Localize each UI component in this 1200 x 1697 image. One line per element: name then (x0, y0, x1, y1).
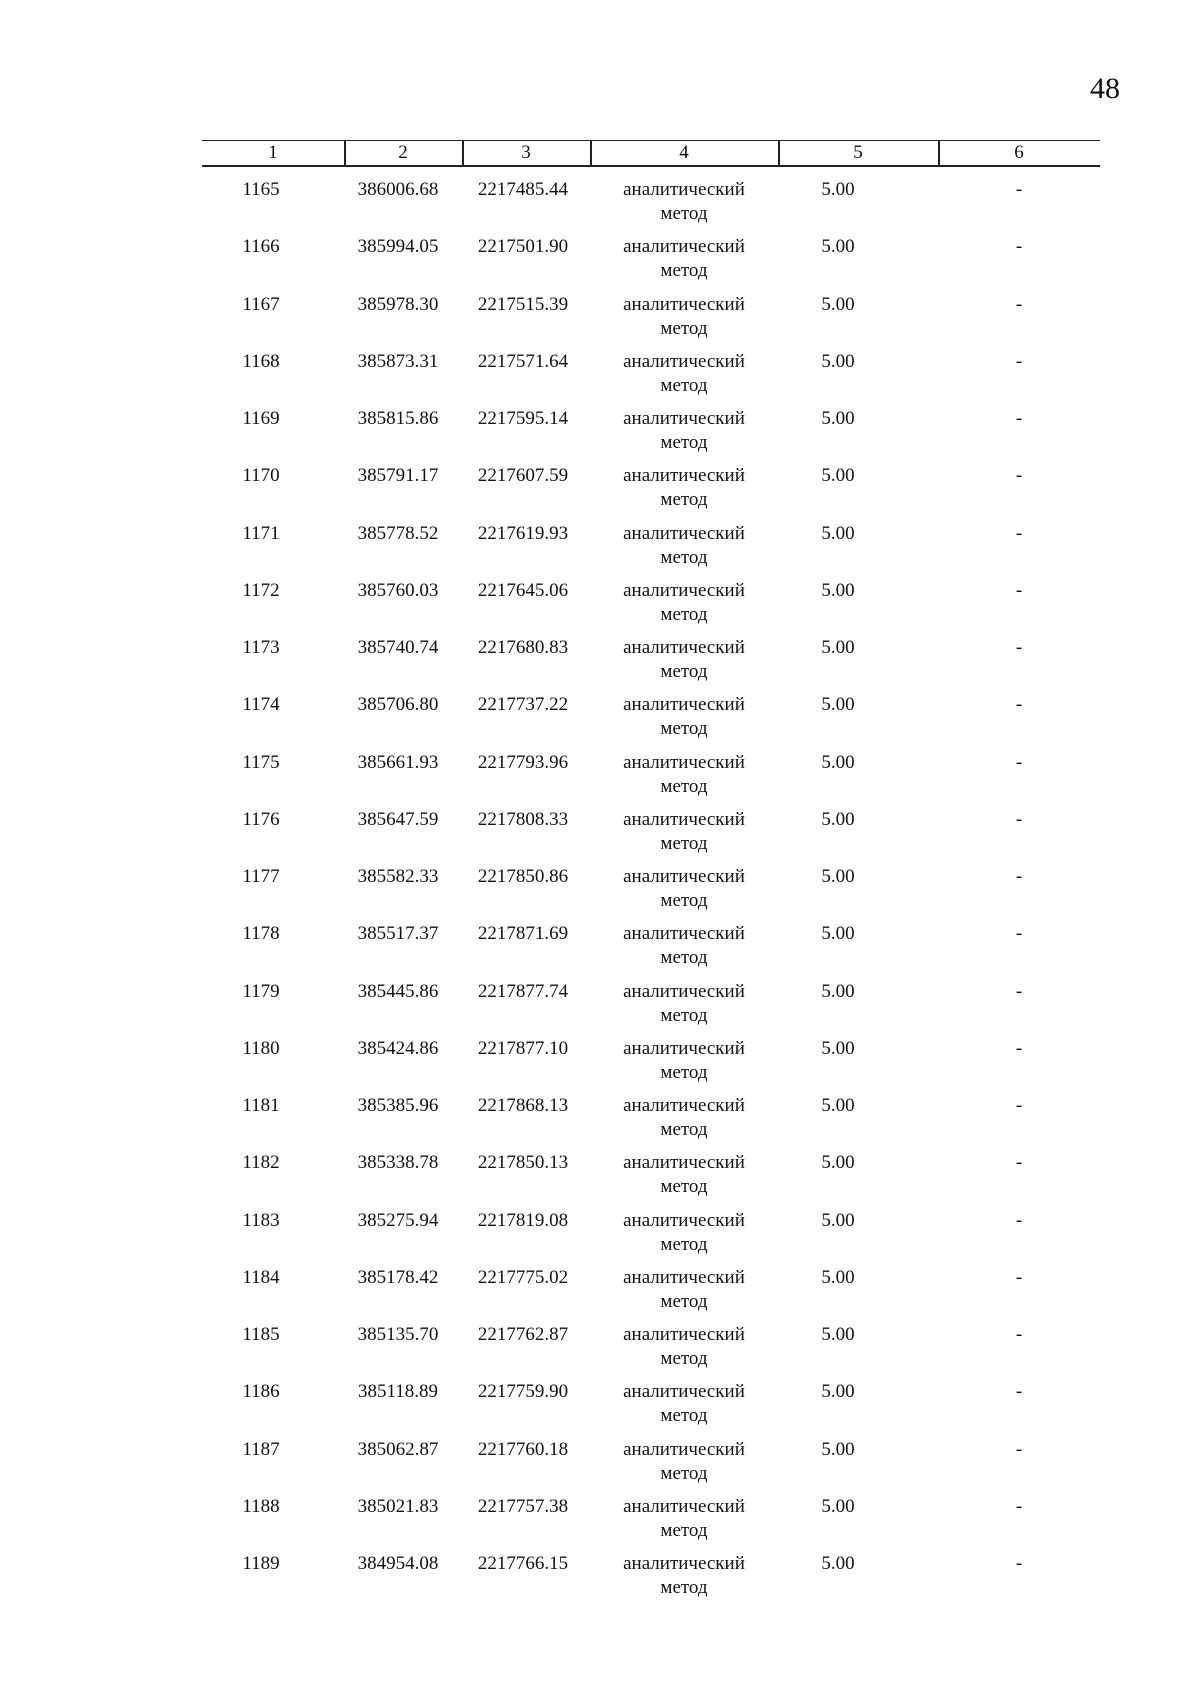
point-number-cell: 1175 (242, 751, 280, 773)
point-number-cell: 1183 (242, 1209, 280, 1231)
accuracy-cell: 5.00 (821, 1266, 855, 1288)
point-number-cell: 1172 (242, 579, 280, 601)
table-header (202, 140, 1100, 167)
y-coordinate-cell: 2217759.90 (477, 1381, 569, 1403)
table-row (202, 865, 1100, 922)
note-cell: - (1015, 1381, 1023, 1403)
method-cell (590, 808, 778, 865)
point-number-cell: 1187 (242, 1438, 280, 1460)
method-line-2: метод (660, 718, 708, 740)
accuracy-cell: 5.00 (821, 751, 855, 773)
table-row (202, 808, 1100, 865)
y-coordinate-cell: 2217877.74 (477, 980, 569, 1002)
point-number-cell: 1174 (242, 694, 280, 716)
point-number-cell: 1170 (242, 465, 280, 487)
y-coordinate-cell: 2217680.83 (477, 637, 569, 658)
accuracy-cell: 5.00 (821, 522, 855, 544)
method-line-2: метод (660, 203, 708, 224)
note-cell: - (1015, 236, 1023, 258)
method-line-2: метод (660, 1405, 708, 1427)
accuracy-cell: 5.00 (821, 1381, 855, 1403)
y-coordinate-cell: 2217760.18 (477, 1438, 569, 1460)
method-cell (590, 1438, 778, 1495)
method-line-2: метод (660, 1061, 708, 1083)
method-line-2: метод (660, 1348, 708, 1369)
x-coordinate-cell: 385517.37 (357, 923, 439, 945)
y-coordinate-cell: 2217762.87 (477, 1324, 569, 1345)
accuracy-cell: 5.00 (821, 866, 855, 887)
accuracy-cell: 5.00 (821, 808, 855, 830)
note-cell: - (1015, 808, 1023, 830)
x-coordinate-cell: 385873.31 (357, 350, 439, 372)
y-coordinate-cell: 2217850.86 (477, 866, 569, 887)
method-cell (590, 1151, 778, 1208)
note-cell: - (1015, 1037, 1023, 1059)
y-coordinate-cell: 2217819.08 (477, 1209, 569, 1231)
note-cell: - (1015, 694, 1023, 716)
y-coordinate-cell: 2217868.13 (477, 1095, 569, 1116)
method-line-1: аналитический (623, 179, 745, 200)
method-cell (590, 407, 778, 464)
note-cell: - (1015, 751, 1023, 773)
x-coordinate-cell: 385706.80 (357, 694, 439, 716)
point-number-cell: 1173 (242, 637, 280, 658)
accuracy-cell: 5.00 (821, 236, 855, 258)
method-line-2: метод (660, 1176, 708, 1198)
method-cell (590, 1552, 778, 1609)
method-line-1: аналитический (623, 236, 745, 258)
method-line-2: метод (660, 661, 708, 682)
x-coordinate-cell: 385582.33 (357, 866, 439, 887)
method-cell (590, 922, 778, 979)
note-cell: - (1015, 980, 1023, 1002)
x-coordinate-cell: 385978.30 (357, 293, 439, 315)
method-cell (590, 636, 778, 693)
x-coordinate-cell: 385778.52 (357, 522, 439, 544)
note-cell: - (1015, 1209, 1023, 1231)
method-line-2: метод (660, 832, 708, 854)
y-coordinate-cell: 2217607.59 (477, 465, 569, 487)
method-line-1: аналитический (623, 637, 745, 658)
x-coordinate-cell: 385740.74 (357, 637, 439, 658)
note-cell: - (1015, 350, 1023, 372)
method-line-1: аналитический (623, 408, 745, 429)
method-line-1: аналитический (623, 1095, 745, 1116)
note-cell: - (1015, 579, 1023, 601)
note-cell: - (1015, 293, 1023, 315)
note-cell: - (1015, 1152, 1023, 1174)
method-line-2: метод (660, 489, 708, 511)
table-row (202, 350, 1100, 407)
x-coordinate-cell: 385661.93 (357, 751, 439, 773)
table-row (202, 1495, 1100, 1552)
method-line-2: метод (660, 1577, 708, 1598)
note-cell: - (1015, 1095, 1023, 1116)
method-line-1: аналитический (623, 465, 745, 487)
column-header-3: 3 (462, 141, 590, 165)
method-cell (590, 751, 778, 808)
accuracy-cell: 5.00 (821, 1324, 855, 1345)
method-line-2: метод (660, 775, 708, 797)
method-cell (590, 1037, 778, 1094)
method-cell (590, 1209, 778, 1266)
note-cell: - (1015, 923, 1023, 945)
table-row (202, 178, 1100, 235)
method-cell (590, 1266, 778, 1323)
x-coordinate-cell: 385994.05 (357, 236, 439, 258)
point-number-cell: 1185 (242, 1324, 280, 1345)
note-cell: - (1015, 179, 1023, 200)
page-number: 48 (1090, 72, 1120, 105)
point-number-cell: 1182 (242, 1152, 280, 1174)
method-line-2: метод (660, 432, 708, 453)
accuracy-cell: 5.00 (821, 1553, 855, 1574)
method-line-1: аналитический (623, 1381, 745, 1403)
accuracy-cell: 5.00 (821, 637, 855, 658)
method-line-2: метод (660, 1119, 708, 1140)
method-line-1: аналитический (623, 1152, 745, 1174)
point-number-cell: 1189 (242, 1553, 280, 1574)
x-coordinate-cell: 385815.86 (357, 408, 439, 429)
method-line-2: метод (660, 1004, 708, 1026)
accuracy-cell: 5.00 (821, 1209, 855, 1231)
accuracy-cell: 5.00 (821, 579, 855, 601)
x-coordinate-cell: 385275.94 (357, 1209, 439, 1231)
point-number-cell: 1168 (242, 350, 280, 372)
method-line-1: аналитический (623, 751, 745, 773)
y-coordinate-cell: 2217757.38 (477, 1495, 569, 1517)
table-row (202, 1151, 1100, 1208)
accuracy-cell: 5.00 (821, 350, 855, 372)
method-line-1: аналитический (623, 923, 745, 945)
method-cell (590, 293, 778, 350)
table-row (202, 579, 1100, 636)
method-line-2: метод (660, 1519, 708, 1541)
x-coordinate-cell: 386006.68 (357, 179, 439, 200)
method-cell (590, 522, 778, 579)
y-coordinate-cell: 2217808.33 (477, 808, 569, 830)
point-number-cell: 1176 (242, 808, 280, 830)
accuracy-cell: 5.00 (821, 1152, 855, 1174)
column-header-4: 4 (590, 141, 778, 165)
method-line-1: аналитический (623, 1438, 745, 1460)
point-number-cell: 1166 (242, 236, 280, 258)
table-row (202, 751, 1100, 808)
x-coordinate-cell: 385647.59 (357, 808, 439, 830)
method-line-2: метод (660, 317, 708, 339)
table-row (202, 636, 1100, 693)
point-number-cell: 1178 (242, 923, 280, 945)
x-coordinate-cell: 385760.03 (357, 579, 439, 601)
method-line-2: метод (660, 546, 708, 568)
note-cell: - (1015, 522, 1023, 544)
y-coordinate-cell: 2217775.02 (477, 1266, 569, 1288)
method-line-1: аналитический (623, 808, 745, 830)
note-cell: - (1015, 1266, 1023, 1288)
column-header-1: 1 (268, 142, 278, 163)
method-line-2: метод (660, 1462, 708, 1484)
table-row (202, 1209, 1100, 1266)
point-number-cell: 1186 (242, 1381, 280, 1403)
accuracy-cell: 5.00 (821, 408, 855, 429)
method-line-2: метод (660, 1290, 708, 1312)
method-cell (590, 464, 778, 521)
method-line-1: аналитический (623, 522, 745, 544)
point-number-cell: 1169 (242, 408, 280, 429)
table-row (202, 1438, 1100, 1495)
method-line-2: метод (660, 890, 708, 911)
method-line-2: метод (660, 1233, 708, 1255)
y-coordinate-cell: 2217871.69 (477, 923, 569, 945)
column-header-2: 2 (344, 141, 462, 165)
method-line-2: метод (660, 947, 708, 969)
method-cell (590, 350, 778, 407)
y-coordinate-cell: 2217877.10 (477, 1037, 569, 1059)
point-number-cell: 1181 (242, 1095, 280, 1116)
table-row (202, 522, 1100, 579)
x-coordinate-cell: 385021.83 (357, 1495, 439, 1517)
accuracy-cell: 5.00 (821, 1495, 855, 1517)
method-line-1: аналитический (623, 579, 745, 601)
accuracy-cell: 5.00 (821, 923, 855, 945)
accuracy-cell: 5.00 (821, 1095, 855, 1116)
point-number-cell: 1180 (242, 1037, 280, 1059)
accuracy-cell: 5.00 (821, 1438, 855, 1460)
method-line-1: аналитический (623, 1495, 745, 1517)
y-coordinate-cell: 2217766.15 (477, 1553, 569, 1574)
point-number-cell: 1184 (242, 1266, 280, 1288)
table-body (202, 178, 1100, 1609)
note-cell: - (1015, 465, 1023, 487)
x-coordinate-cell: 385118.89 (357, 1381, 439, 1403)
method-cell (590, 1380, 778, 1437)
table-row (202, 464, 1100, 521)
y-coordinate-cell: 2217619.93 (477, 522, 569, 544)
method-line-1: аналитический (623, 694, 745, 716)
note-cell: - (1015, 1438, 1023, 1460)
method-line-1: аналитический (623, 1209, 745, 1231)
x-coordinate-cell: 385135.70 (357, 1324, 439, 1345)
method-line-2: метод (660, 374, 708, 396)
note-cell: - (1015, 1553, 1023, 1574)
method-cell (590, 178, 778, 235)
point-number-cell: 1188 (242, 1495, 280, 1517)
note-cell: - (1015, 408, 1023, 429)
method-line-1: аналитический (623, 350, 745, 372)
accuracy-cell: 5.00 (821, 694, 855, 716)
y-coordinate-cell: 2217485.44 (477, 179, 569, 200)
accuracy-cell: 5.00 (821, 465, 855, 487)
method-line-1: аналитический (623, 1266, 745, 1288)
point-number-cell: 1179 (242, 980, 280, 1002)
accuracy-cell: 5.00 (821, 980, 855, 1002)
column-header-5: 5 (778, 141, 938, 165)
y-coordinate-cell: 2217737.22 (477, 694, 569, 716)
method-line-1: аналитический (623, 980, 745, 1002)
x-coordinate-cell: 385424.86 (357, 1037, 439, 1059)
method-line-1: аналитический (623, 1553, 745, 1574)
table-row (202, 980, 1100, 1037)
y-coordinate-cell: 2217793.96 (477, 751, 569, 773)
method-line-1: аналитический (623, 866, 745, 887)
method-line-1: аналитический (623, 293, 745, 315)
method-cell (590, 1094, 778, 1151)
x-coordinate-cell: 385338.78 (357, 1152, 439, 1174)
y-coordinate-cell: 2217571.64 (477, 350, 569, 372)
method-line-1: аналитический (623, 1037, 745, 1059)
table-row (202, 1380, 1100, 1437)
y-coordinate-cell: 2217501.90 (477, 236, 569, 258)
table-row (202, 1037, 1100, 1094)
table-row (202, 293, 1100, 350)
x-coordinate-cell: 385385.96 (357, 1095, 439, 1116)
table-row (202, 1552, 1100, 1609)
table-row (202, 1323, 1100, 1380)
note-cell: - (1015, 866, 1023, 887)
y-coordinate-cell: 2217645.06 (477, 579, 569, 601)
column-header-6: 6 (938, 141, 1100, 165)
y-coordinate-cell: 2217595.14 (477, 408, 569, 429)
note-cell: - (1015, 1324, 1023, 1345)
table-row (202, 1266, 1100, 1323)
point-number-cell: 1177 (242, 866, 280, 887)
method-line-2: метод (660, 260, 708, 282)
method-cell (590, 865, 778, 922)
y-coordinate-cell: 2217515.39 (477, 293, 569, 315)
x-coordinate-cell: 385445.86 (357, 980, 439, 1002)
table-row (202, 407, 1100, 464)
table-row (202, 235, 1100, 292)
method-cell (590, 1323, 778, 1380)
method-cell (590, 980, 778, 1037)
method-cell (590, 235, 778, 292)
method-cell (590, 579, 778, 636)
point-number-cell: 1167 (242, 293, 280, 315)
accuracy-cell: 5.00 (821, 179, 855, 200)
method-cell (590, 693, 778, 750)
accuracy-cell: 5.00 (821, 293, 855, 315)
note-cell: - (1015, 1495, 1023, 1517)
point-number-cell: 1171 (242, 522, 280, 544)
point-number-cell: 1165 (242, 179, 280, 200)
note-cell: - (1015, 637, 1023, 658)
x-coordinate-cell: 384954.08 (357, 1553, 439, 1574)
y-coordinate-cell: 2217850.13 (477, 1152, 569, 1174)
method-cell (590, 1495, 778, 1552)
method-line-1: аналитический (623, 1324, 745, 1345)
table-row (202, 922, 1100, 979)
x-coordinate-cell: 385062.87 (357, 1438, 439, 1460)
x-coordinate-cell: 385178.42 (357, 1266, 439, 1288)
table-row (202, 693, 1100, 750)
accuracy-cell: 5.00 (821, 1037, 855, 1059)
method-line-2: метод (660, 603, 708, 625)
x-coordinate-cell: 385791.17 (357, 465, 439, 487)
table-row (202, 1094, 1100, 1151)
